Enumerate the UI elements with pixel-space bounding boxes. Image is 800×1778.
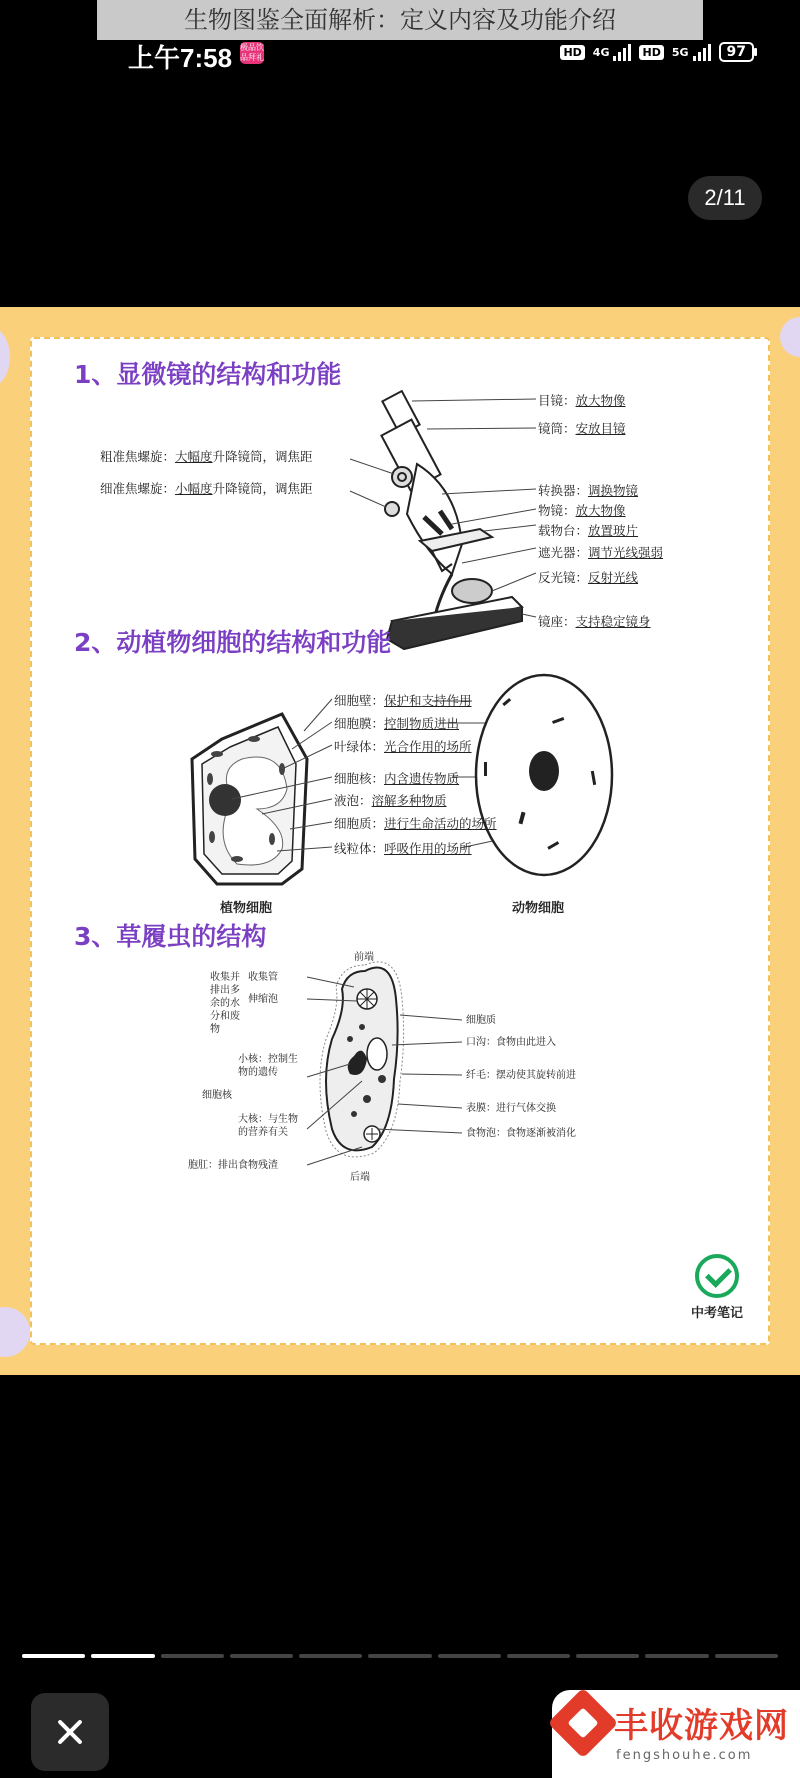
anal-pore-label: 胞肛：排出食物残渣 [188, 1160, 278, 1171]
progress-segment [161, 1654, 224, 1658]
plant-cell-caption: 植物细胞 [220, 901, 273, 916]
oral-groove-label: 口沟：食物由此进入 [466, 1037, 556, 1048]
mirror-label: 反光镜：反射光线 [538, 570, 639, 585]
watermark-title: 丰收游戏网 [614, 1706, 789, 1746]
story-progress [22, 1654, 778, 1658]
stage-label: 载物台：放置玻片 [538, 523, 639, 538]
check-circle-icon [695, 1254, 739, 1298]
watermark [552, 1690, 800, 1778]
contractile-vacuole-label: 伸缩泡 [248, 994, 278, 1005]
brand-name: 中考笔记 [690, 1306, 743, 1321]
hd-badge: HD [639, 45, 663, 60]
water-excretion-label: 收集并排出多余的水分和废物 [210, 972, 240, 1035]
decor-blob [0, 1307, 30, 1357]
page-counter: 2/11 [688, 176, 762, 220]
objective-label: 物镜：放大物像 [538, 503, 626, 518]
tube-label: 镜筒：安放目镜 [538, 421, 626, 436]
status-indicators [560, 42, 754, 62]
diaphragm-label: 遮光器：调节光线强弱 [538, 545, 664, 560]
decor-blob [780, 317, 800, 357]
cell-membrane-label: 细胞膜：控制物质进出 [334, 716, 460, 731]
brand-logo [682, 1254, 752, 1321]
front-end-label: 前端 [354, 952, 374, 963]
progress-segment [368, 1654, 431, 1658]
infographic [30, 337, 770, 1345]
animal-cell-drawing [476, 675, 612, 875]
status-bar [0, 38, 800, 73]
section-3-title: 3、草履虫的结构 [74, 922, 267, 951]
back-end-label: 后端 [350, 1172, 370, 1183]
coarse-focus-label: 粗准焦螺旋：大幅度升降镜筒，调焦距 [100, 449, 313, 464]
vacuole-label: 液泡：溶解多种物质 [334, 793, 447, 808]
macronucleus-label: 大核：与生物的营养有关 [238, 1114, 298, 1138]
banner-title: 生物图鉴全面解析：定义内容及功能介绍 [97, 0, 703, 40]
mitochondria-label: 线粒体：呼吸作用的场所 [334, 841, 472, 856]
paramecium-drawing [320, 962, 404, 1157]
progress-segment [576, 1654, 639, 1658]
close-button[interactable] [31, 1693, 109, 1771]
decor-blob [0, 327, 10, 387]
progress-segment [507, 1654, 570, 1658]
image-card[interactable] [0, 307, 800, 1375]
progress-segment [715, 1654, 778, 1658]
nucleus-group-label: 细胞核 [202, 1090, 232, 1101]
cytoplasm-label: 细胞质：进行生命活动的场所 [334, 816, 497, 831]
network-label: 4G [592, 45, 610, 59]
signal-icon [693, 43, 711, 61]
section-2-title: 2、动植物细胞的结构和功能 [74, 628, 392, 657]
progress-segment [438, 1654, 501, 1658]
progress-segment [299, 1654, 362, 1658]
animal-cell-caption: 动物细胞 [512, 901, 565, 916]
fine-focus-label: 细准焦螺旋：小幅度升降镜筒，调焦距 [100, 481, 313, 496]
eyepiece-label: 目镜：放大物像 [538, 393, 626, 408]
base-label: 镜座：支持稳定镜身 [538, 614, 651, 629]
pellicle-label: 表膜：进行气体交换 [466, 1103, 556, 1114]
cilia-label: 纤毛：摆动使其旋转前进 [466, 1070, 576, 1081]
cell-wall-label: 细胞壁：保护和支持作用 [334, 693, 472, 708]
hd-badge: HD [560, 45, 584, 60]
status-app-badge: 极品饮品拜礼 [240, 43, 264, 62]
signal-icon [613, 43, 631, 61]
progress-segment [230, 1654, 293, 1658]
chloroplast-label: 叶绿体：光合作用的场所 [334, 739, 472, 754]
food-vacuole-label: 食物泡：食物逐渐被消化 [466, 1128, 576, 1139]
status-time: 上午7:58 [128, 43, 233, 73]
network-label: 5G [671, 45, 689, 59]
micronucleus-label: 小核：控制生物的遗传 [238, 1054, 298, 1078]
house-diamond-logo [548, 1688, 619, 1759]
battery-icon: 97 [719, 42, 754, 62]
plant-cell-drawing [192, 714, 307, 884]
progress-segment [91, 1654, 154, 1658]
microscope-drawing [381, 391, 522, 649]
collecting-tube-label: 收集管 [248, 972, 278, 983]
progress-segment [22, 1654, 85, 1658]
progress-segment [645, 1654, 708, 1658]
nosepiece-label: 转换器：调换物镜 [538, 483, 639, 498]
section-1-title: 1、显微镜的结构和功能 [74, 360, 342, 389]
cytoplasm-p-label: 细胞质 [466, 1015, 496, 1026]
watermark-url: fengshouhe.com [616, 1748, 753, 1763]
nucleus-label: 细胞核：内含遗传物质 [334, 771, 460, 786]
